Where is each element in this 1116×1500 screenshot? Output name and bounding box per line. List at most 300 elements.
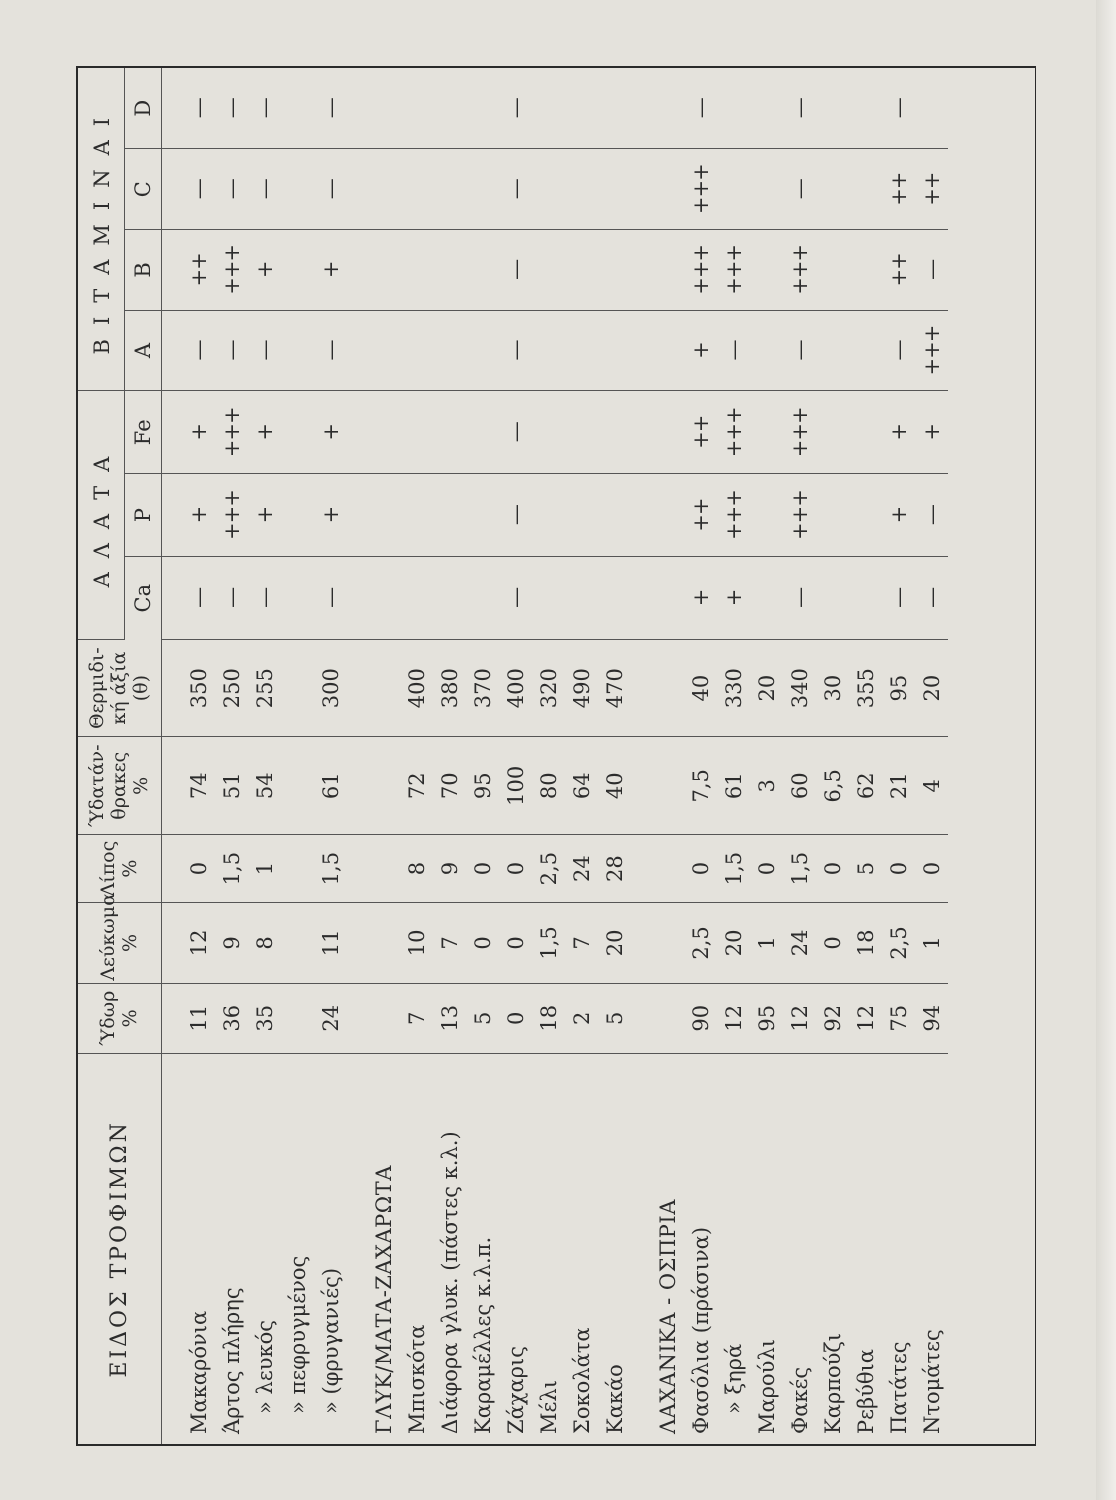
cell-p: + [882, 474, 915, 557]
cell-d [816, 68, 849, 149]
cell-d: — [783, 68, 816, 149]
header-calories: Θερμιδι- κή άξία (θ) [78, 639, 162, 737]
food-name: Πατάτες [886, 1341, 911, 1434]
cell-c [532, 149, 565, 230]
cell-water: 24 [314, 983, 347, 1053]
cell-ca [400, 557, 433, 640]
cell-cal [281, 639, 314, 737]
food-name: Ρεβύθια [853, 1349, 878, 1434]
cell-fe [651, 391, 684, 474]
cell-cal: 250 [215, 639, 248, 737]
cell-fat: 28 [598, 835, 631, 903]
cell-b [367, 230, 400, 311]
cell-fe [750, 391, 783, 474]
cell-fat: 1,5 [215, 835, 248, 903]
rotated-table-wrapper [78, 68, 1034, 1444]
cell-a: — [215, 310, 248, 391]
cell-b [466, 230, 499, 311]
cell-b [849, 230, 882, 311]
cell-protein: 7 [433, 903, 466, 984]
cell-protein: 9 [215, 903, 248, 984]
cell-protein [367, 903, 400, 984]
cell-c [367, 149, 400, 230]
cell-c: — [182, 149, 215, 230]
cell-c [717, 149, 750, 230]
cell-b: +++ [684, 230, 717, 311]
cell-c: ++ [882, 149, 915, 230]
cell-water: 94 [915, 983, 948, 1053]
food-name: » (φρυγανιές) [318, 1267, 343, 1414]
cell-ca [367, 557, 400, 640]
cell-a [565, 310, 598, 391]
cell-fe: — [499, 391, 532, 474]
cell-carbs: 6,5 [816, 737, 849, 835]
cell-b: +++ [215, 230, 248, 311]
header-fe: Fe [125, 391, 162, 474]
cell-fat: 8 [400, 835, 433, 903]
cell-cal: 470 [598, 639, 631, 737]
cell-water: 12 [717, 983, 750, 1053]
cell-carbs [651, 737, 684, 835]
table-row [532, 68, 565, 1444]
cell-c [433, 149, 466, 230]
cell-a: — [314, 310, 347, 391]
cell-ca [816, 557, 849, 640]
cell-fe [532, 391, 565, 474]
cell-p [367, 474, 400, 557]
cell-ca [433, 557, 466, 640]
food-name: Κακάο [602, 1364, 627, 1434]
cell-protein: 18 [849, 903, 882, 984]
cell-b: + [314, 230, 347, 311]
table-row [565, 68, 598, 1444]
cell-fat: 24 [565, 835, 598, 903]
cell-protein: 8 [248, 903, 281, 984]
cell-fe: + [182, 391, 215, 474]
food-name: Μακαρόνια [186, 1310, 211, 1434]
cell-d [750, 68, 783, 149]
cell-b: ++ [182, 230, 215, 311]
cell-p [281, 474, 314, 557]
section-title: ΓΛΥΚ/ΜΑΤΑ-ΖΑΧΑΡΩΤΑ [371, 1165, 396, 1434]
cell-ca [651, 557, 684, 640]
cell-cal: 20 [750, 639, 783, 737]
cell-protein: 0 [499, 903, 532, 984]
spacer-row [347, 68, 367, 1444]
table-row [915, 68, 948, 1444]
cell-p [849, 474, 882, 557]
cell-d: — [684, 68, 717, 149]
cell-b [750, 230, 783, 311]
section-title: ΛΑΧΑΝΙΚΑ - ΟΣΠΡΙΑ [655, 1199, 680, 1434]
food-name: Φασόλια (πράσινα) [688, 1226, 713, 1434]
cell-p: — [915, 474, 948, 557]
cell-water: 0 [499, 983, 532, 1053]
cell-p [532, 474, 565, 557]
cell-fat: 1,5 [717, 835, 750, 903]
cell-carbs: 21 [882, 737, 915, 835]
cell-carbs: 54 [248, 737, 281, 835]
cell-carbs: 62 [849, 737, 882, 835]
cell-p: +++ [783, 474, 816, 557]
header-d: D [125, 68, 162, 149]
header-c: C [125, 149, 162, 230]
cell-water: 92 [816, 983, 849, 1053]
cell-ca: — [499, 557, 532, 640]
cell-a: — [783, 310, 816, 391]
cell-b [816, 230, 849, 311]
cell-cal: 95 [882, 639, 915, 737]
table-row [783, 68, 816, 1444]
cell-fat: 1,5 [783, 835, 816, 903]
cell-water [281, 983, 314, 1053]
cell-carbs: 95 [466, 737, 499, 835]
cell-fe [367, 391, 400, 474]
cell-d [400, 68, 433, 149]
cell-a [367, 310, 400, 391]
cell-d [367, 68, 400, 149]
cell-c: — [783, 149, 816, 230]
cell-d [915, 68, 948, 149]
cell-d [651, 68, 684, 149]
cell-protein: 0 [466, 903, 499, 984]
table-row [750, 68, 783, 1444]
cell-d [466, 68, 499, 149]
cell-fat: 0 [182, 835, 215, 903]
food-name: Σοκολάτα [569, 1327, 594, 1434]
cell-fe: ++ [684, 391, 717, 474]
cell-ca [532, 557, 565, 640]
cell-a [433, 310, 466, 391]
cell-c: — [215, 149, 248, 230]
cell-d: — [182, 68, 215, 149]
cell-protein: 1 [915, 903, 948, 984]
cell-water: 5 [466, 983, 499, 1053]
cell-water [651, 983, 684, 1053]
cell-p [433, 474, 466, 557]
food-name: Μαρούλι [754, 1339, 779, 1434]
food-name: Ντομάτες [919, 1329, 944, 1434]
cell-cal: 30 [816, 639, 849, 737]
cell-c: +++ [684, 149, 717, 230]
cell-b: + [248, 230, 281, 311]
cell-a: +++ [915, 310, 948, 391]
table-row [215, 68, 248, 1444]
cell-a [750, 310, 783, 391]
cell-fe: + [915, 391, 948, 474]
cell-ca: + [684, 557, 717, 640]
cell-carbs: 72 [400, 737, 433, 835]
cell-water: 11 [182, 983, 215, 1053]
cell-carbs: 4 [915, 737, 948, 835]
cell-d: — [499, 68, 532, 149]
cell-cal: 400 [400, 639, 433, 737]
cell-c [750, 149, 783, 230]
cell-d [532, 68, 565, 149]
cell-water [367, 983, 400, 1053]
cell-fat: 0 [499, 835, 532, 903]
cell-ca: — [882, 557, 915, 640]
cell-d: — [248, 68, 281, 149]
cell-d [849, 68, 882, 149]
cell-fat: 1 [248, 835, 281, 903]
cell-carbs: 61 [717, 737, 750, 835]
cell-protein: 20 [717, 903, 750, 984]
cell-carbs: 3 [750, 737, 783, 835]
cell-p [598, 474, 631, 557]
nutrition-table-frame [76, 66, 1036, 1446]
cell-water: 18 [532, 983, 565, 1053]
cell-c [281, 149, 314, 230]
cell-cal: 255 [248, 639, 281, 737]
table-row [281, 68, 314, 1444]
cell-a: — [882, 310, 915, 391]
cell-carbs: 80 [532, 737, 565, 835]
food-name: Καραμέλλες κ.λ.π. [470, 1236, 495, 1434]
cell-cal: 355 [849, 639, 882, 737]
cell-protein: 1 [750, 903, 783, 984]
cell-fat: 0 [684, 835, 717, 903]
food-name: Καρπούζι [820, 1332, 845, 1434]
cell-d [281, 68, 314, 149]
header-food: ΕΙΔΟΣ ΤΡΟΦΙΜΩΝ [78, 1053, 162, 1444]
cell-d [717, 68, 750, 149]
cell-carbs: 64 [565, 737, 598, 835]
food-name: » πεφρυγμένος [285, 1255, 310, 1414]
cell-d: — [882, 68, 915, 149]
table-row [248, 68, 281, 1444]
cell-water: 35 [248, 983, 281, 1053]
cell-fat: 2,5 [532, 835, 565, 903]
cell-fe [400, 391, 433, 474]
cell-cal: 370 [466, 639, 499, 737]
cell-a [598, 310, 631, 391]
cell-cal: 380 [433, 639, 466, 737]
page-edge [1096, 0, 1116, 1500]
cell-c: — [499, 149, 532, 230]
cell-fat: 0 [915, 835, 948, 903]
cell-ca [849, 557, 882, 640]
cell-ca [750, 557, 783, 640]
table-row [849, 68, 882, 1444]
section-row [367, 68, 400, 1444]
cell-p: +++ [215, 474, 248, 557]
cell-b: — [499, 230, 532, 311]
cell-water: 95 [750, 983, 783, 1053]
cell-ca [565, 557, 598, 640]
cell-fe [433, 391, 466, 474]
header-a: A [125, 310, 162, 391]
cell-cal: 330 [717, 639, 750, 737]
cell-fe: +++ [215, 391, 248, 474]
cell-water: 75 [882, 983, 915, 1053]
cell-protein: 1,5 [532, 903, 565, 984]
cell-p [816, 474, 849, 557]
cell-carbs: 61 [314, 737, 347, 835]
cell-c [651, 149, 684, 230]
cell-water: 12 [783, 983, 816, 1053]
cell-c: — [314, 149, 347, 230]
cell-water: 7 [400, 983, 433, 1053]
cell-b: +++ [717, 230, 750, 311]
table-row [182, 68, 215, 1444]
cell-carbs: 100 [499, 737, 532, 835]
cell-fe [565, 391, 598, 474]
cell-p: ++ [684, 474, 717, 557]
food-name: » λευκός [252, 1319, 277, 1414]
cell-p [466, 474, 499, 557]
cell-a [400, 310, 433, 391]
cell-p: — [499, 474, 532, 557]
cell-p [400, 474, 433, 557]
cell-b: — [915, 230, 948, 311]
cell-cal: 40 [684, 639, 717, 737]
cell-cal: 300 [314, 639, 347, 737]
cell-cal [367, 639, 400, 737]
cell-fe [849, 391, 882, 474]
food-name: Άρτος πλήρης [219, 1287, 244, 1434]
cell-p: + [248, 474, 281, 557]
cell-c [400, 149, 433, 230]
table-row [816, 68, 849, 1444]
cell-a [651, 310, 684, 391]
cell-d [433, 68, 466, 149]
cell-b [400, 230, 433, 311]
cell-c [816, 149, 849, 230]
food-name: » ξηρά [721, 1343, 746, 1414]
cell-water: 13 [433, 983, 466, 1053]
section-row [651, 68, 684, 1444]
cell-carbs [367, 737, 400, 835]
cell-protein: 2,5 [684, 903, 717, 984]
cell-carbs: 40 [598, 737, 631, 835]
nutrition-table [78, 68, 948, 1444]
header-fat: Λίπος % [78, 835, 162, 903]
cell-fe [281, 391, 314, 474]
cell-b: +++ [783, 230, 816, 311]
table-row [400, 68, 433, 1444]
cell-water: 5 [598, 983, 631, 1053]
cell-protein: 0 [816, 903, 849, 984]
cell-protein: 20 [598, 903, 631, 984]
table-row [433, 68, 466, 1444]
cell-b [532, 230, 565, 311]
cell-carbs: 70 [433, 737, 466, 835]
cell-d [565, 68, 598, 149]
table-row [684, 68, 717, 1444]
cell-c: ++ [915, 149, 948, 230]
cell-ca [466, 557, 499, 640]
header-protein: Λεύκωμα % [78, 903, 162, 984]
cell-fat: 1,5 [314, 835, 347, 903]
cell-fe: + [882, 391, 915, 474]
header-water: Ύδωρ % [78, 983, 162, 1053]
cell-ca [281, 557, 314, 640]
cell-fe [816, 391, 849, 474]
cell-b [433, 230, 466, 311]
cell-b [565, 230, 598, 311]
cell-a [816, 310, 849, 391]
food-name: Φακές [787, 1366, 812, 1434]
cell-protein: 11 [314, 903, 347, 984]
table-row [499, 68, 532, 1444]
cell-c [849, 149, 882, 230]
cell-fe: + [248, 391, 281, 474]
table-row [466, 68, 499, 1444]
cell-c [598, 149, 631, 230]
cell-a [849, 310, 882, 391]
cell-ca: — [314, 557, 347, 640]
cell-p: + [314, 474, 347, 557]
cell-a: — [248, 310, 281, 391]
cell-protein: 2,5 [882, 903, 915, 984]
cell-cal: 350 [182, 639, 215, 737]
food-name: Μέλι [536, 1380, 561, 1434]
cell-cal: 20 [915, 639, 948, 737]
cell-carbs: 7,5 [684, 737, 717, 835]
cell-fe: + [314, 391, 347, 474]
header-salts: ΑΛΑΤΑ [78, 391, 125, 639]
cell-a: — [499, 310, 532, 391]
cell-b [598, 230, 631, 311]
cell-d: — [215, 68, 248, 149]
cell-water: 90 [684, 983, 717, 1053]
cell-cal: 320 [532, 639, 565, 737]
cell-b [281, 230, 314, 311]
cell-a [466, 310, 499, 391]
cell-carbs: 60 [783, 737, 816, 835]
header-carbs: Ύδατάν- θρακες % [78, 737, 162, 835]
cell-c [565, 149, 598, 230]
cell-d [598, 68, 631, 149]
cell-p [565, 474, 598, 557]
table-row [882, 68, 915, 1444]
cell-fat: 9 [433, 835, 466, 903]
table-row [598, 68, 631, 1444]
cell-ca: — [915, 557, 948, 640]
cell-cal: 400 [499, 639, 532, 737]
cell-fat: 0 [466, 835, 499, 903]
cell-a [281, 310, 314, 391]
cell-fat [651, 835, 684, 903]
cell-d: — [314, 68, 347, 149]
cell-cal: 490 [565, 639, 598, 737]
cell-p [750, 474, 783, 557]
cell-p: +++ [717, 474, 750, 557]
table-row [314, 68, 347, 1444]
cell-ca: — [182, 557, 215, 640]
cell-a [532, 310, 565, 391]
cell-c: — [248, 149, 281, 230]
table-row [717, 68, 750, 1444]
cell-fe [598, 391, 631, 474]
cell-b [651, 230, 684, 311]
cell-fat: 5 [849, 835, 882, 903]
cell-fat: 0 [750, 835, 783, 903]
cell-ca: — [248, 557, 281, 640]
header-ca: Ca [125, 557, 162, 640]
cell-water: 36 [215, 983, 248, 1053]
cell-fat [367, 835, 400, 903]
cell-p: + [182, 474, 215, 557]
cell-p [651, 474, 684, 557]
cell-water: 2 [565, 983, 598, 1053]
cell-protein: 7 [565, 903, 598, 984]
cell-ca: — [783, 557, 816, 640]
cell-cal: 340 [783, 639, 816, 737]
cell-carbs: 74 [182, 737, 215, 835]
cell-a: + [684, 310, 717, 391]
